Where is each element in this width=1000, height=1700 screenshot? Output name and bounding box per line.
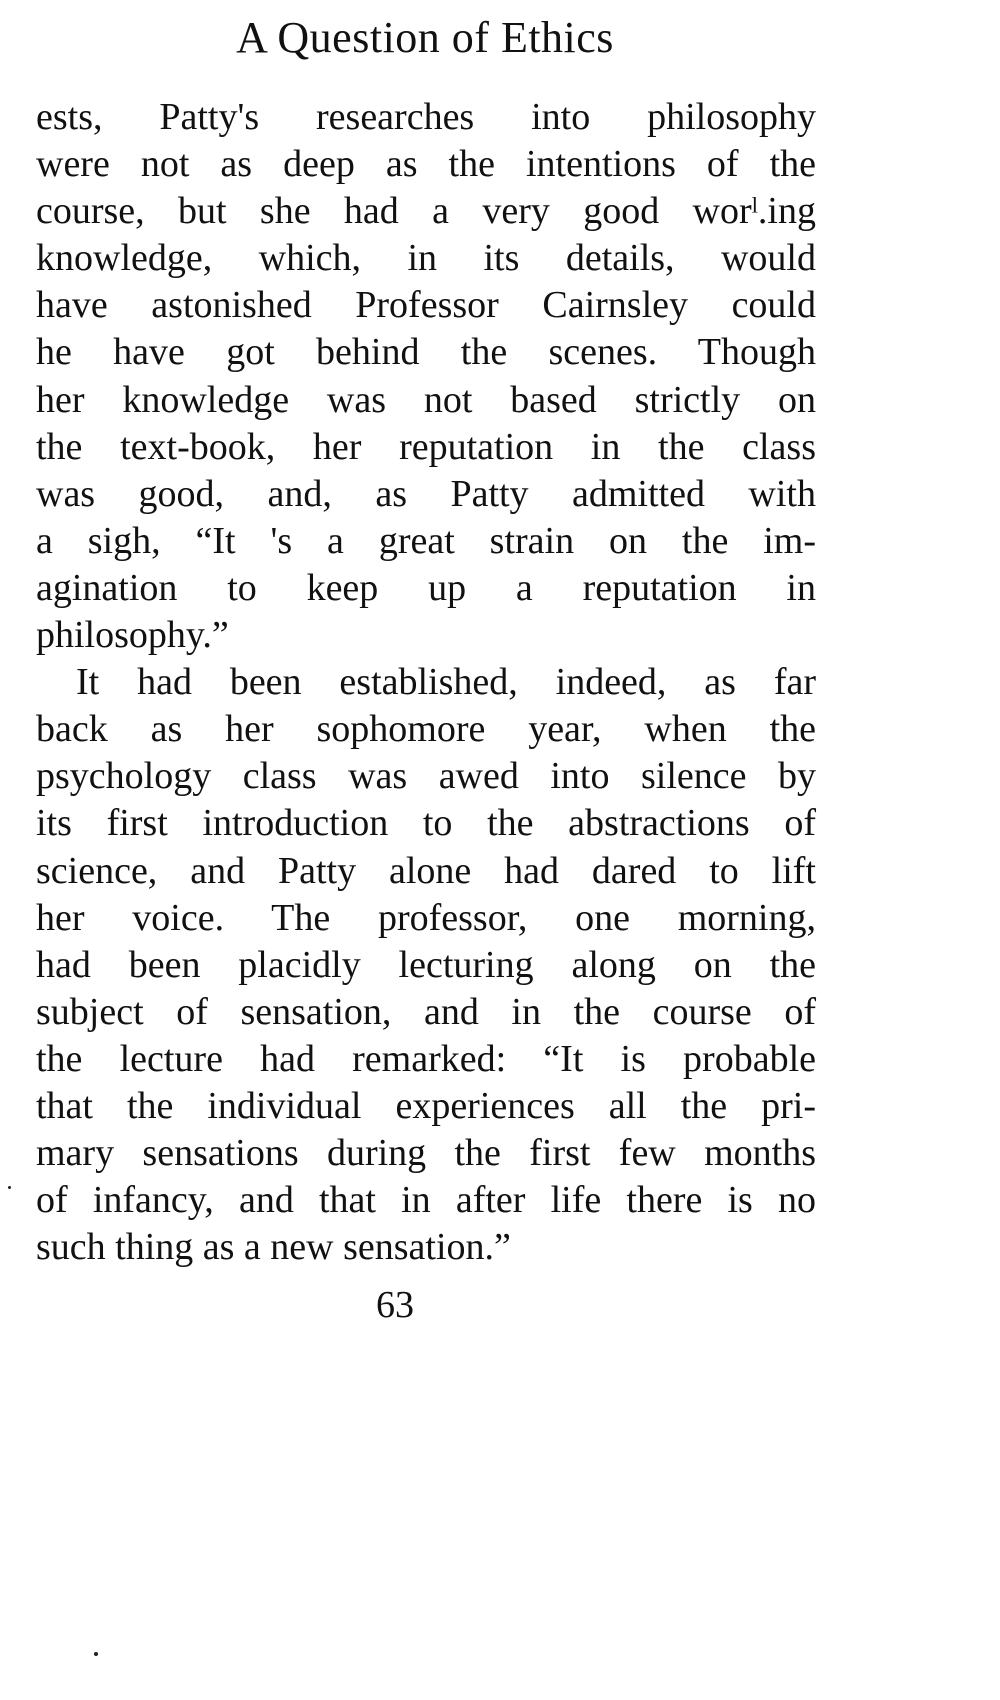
text-line: It had been established, indeed, as far [76, 661, 816, 704]
running-header: A Question of Ethics [236, 13, 614, 62]
text-line: science, and Patty alone had dared to lift [36, 849, 816, 892]
text-line: was good, and, as Patty admitted with [36, 472, 816, 515]
text-line: subject of sensation, and in the course of [36, 990, 816, 1033]
text-line: were not as deep as the intentions of the [36, 143, 816, 186]
text-line: agination to keep up a reputation in [36, 566, 816, 609]
scan-speck [94, 1652, 98, 1656]
text-line: ests, Patty's researches into philosophy [36, 96, 816, 138]
text-line: he have got behind the scenes. Though [36, 331, 816, 374]
scan-speck [8, 1186, 11, 1189]
paragraph-2 [36, 659, 816, 1271]
text-line: knowledge, which, in its details, would [36, 237, 816, 280]
text-line: her knowledge was not based strictly on [36, 378, 816, 421]
paragraph-1 [36, 94, 816, 659]
text-line: her voice. The professor, one morning, [36, 896, 816, 939]
text-line: had been placidly lecturing along on the [36, 943, 816, 986]
text-line: the lecture had remarked: “It is probable [36, 1037, 816, 1080]
text-line: such thing as a new sensation.” [36, 1226, 511, 1269]
text-line: a sigh, “It 's a great strain on the im- [36, 519, 816, 562]
text-line: that the individual experiences all the pri- [36, 1084, 816, 1127]
text-line: back as her sophomore year, when the [36, 708, 816, 751]
body-text [36, 94, 816, 1271]
text-line: the text-book, her reputation in the class [36, 425, 816, 468]
text-line: psychology class was awed into silence by [36, 755, 816, 798]
text-line: of infancy, and that in after life there is no [36, 1179, 816, 1222]
page-number: 63 [376, 1284, 414, 1326]
text-line: mary sensations during the first few months [36, 1132, 816, 1175]
text-line: have astonished Professor Cairnsley could [36, 284, 816, 327]
text-line: course, but she had a very good worˡ.ing [36, 190, 816, 233]
text-line: its first introduction to the abstractions of [36, 802, 816, 845]
text-line: philosophy.” [36, 614, 229, 657]
